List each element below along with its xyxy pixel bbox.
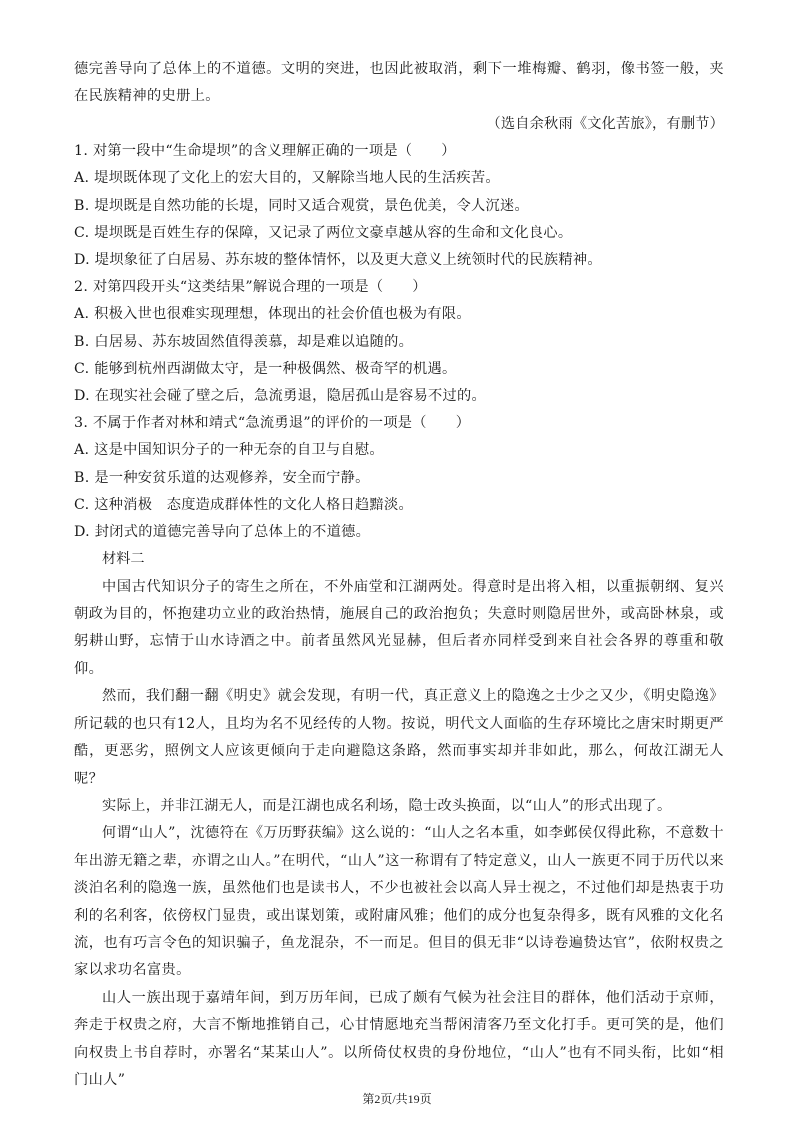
question-2 [74,274,724,410]
option-a: A. 堤坝既体现了文化上的宏大目的，又解除当地人民的生活疾苦。 [74,170,500,187]
option-a: A. 积极入世也很难实现理想，体现出的社会价值也极为有限。 [74,306,471,323]
material-2-paragraph: 中国古代知识分子的寄生之所在，不外庙堂和江湖两处。得意时是出将入相，以重振朝纲、复兴朝政为目的，怀抱建功立业的政治热情，施展自己的政治抱负；失意时则隐居世外，或高卧林泉，或躬耕山野，忘情于山水诗酒之中。前者虽然风光显赫，但后者亦同样受到来自社会各界的尊重和敬仰。 [74,578,724,677]
page-number: 第2页/共19页 [362,1092,432,1106]
material-2-paragraph: 山人一族出现于嘉靖年间，到万历年间，已成了颇有气候为社会注目的群体，他们活动于京师，奔走于权贵之府，大言不惭地推销自己，心甘情愿地充当帮闲清客乃至文化打手。更可笑的是，他们向权贵上书自荐时，亦署名“某某山人”。以所倚仗权贵的身份地位，“山人”也有不同头衔，比如“相门山人” [74,989,724,1088]
option-b: B. 是一种安贫乐道的达观修养，安全而宁静。 [74,469,370,486]
question-stem: 3. 不属于作者对林和靖式“急流勇退”的评价的一项是（ ） [74,415,471,432]
option-b: B. 堤坝既是自然功能的长堤，同时又适合观赏，景色优美，令人沉迷。 [74,197,529,214]
material-2-paragraph: 实际上，并非江湖无人，而是江湖也成名利场，隐士改头换面，以“山人”的形式出现了。 [102,797,672,814]
option-c: C. 能够到杭州西湖做太守，是一种极偶然、极奇罕的机遇。 [74,360,457,377]
option-d: D. 在现实社会碰了壁之后，急流勇退，隐居孤山是容易不过的。 [74,388,486,405]
option-d: D. 封闭式的道德完善导向了总体上的不道德。 [74,524,371,541]
option-a: A. 这是中国知识分子的一种无奈的自卫与自慰。 [74,442,384,459]
material-2-title: 材料二 [102,551,145,568]
option-b: B. 白居易、苏东坡固然值得羡慕，却是难以追随的。 [74,333,414,350]
option-c: C. 这种消极 态度造成群体性的文化人格日趋黯淡。 [74,496,413,513]
question-1 [74,138,724,274]
question-3 [74,410,724,546]
material-2-paragraph: 何谓“山人”，沈德符在《万历野获编》这么说的：“山人之名本重，如李邺侯仅得此称，不意数十年出游无籍之辈，亦谓之山人。”在明代，“山人”这一称谓有了特定意义，山人一族更不同于历代以来淡泊名利的隐逸一族，虽然他们也是读书人，不少也被社会以高人异士视之，不过他们却是热衷于功利的名利客，依傍权门显贵，或出谋划策，或附庸风雅；他们的成分也复杂得多，既有风雅的文化名流，也有巧言令色的知识骗子，鱼龙混杂，不一而足。但目的俱无非“以诗卷遍贽达官”，依附权贵之家以求功名富贵。 [74,825,724,979]
passage-continuation: 德完善导向了总体上的不道德。文明的突进，也因此被取消，剩下一堆梅瓣、鹤羽，像书签一般，夹在民族精神的史册上。 [74,61,724,105]
passage-source: （选自余秋雨《文化苦旅》，有删节） [486,115,724,132]
question-stem: 1. 对第一段中“生命堤坝”的含义理解正确的一项是（ ） [74,143,456,160]
question-stem: 2. 对第四段开头“这类结果”解说合理的一项是（ ） [74,279,427,296]
material-2-paragraph: 然而，我们翻一翻《明史》就会发现，有明一代，真正意义上的隐逸之士少之又少，《明史隐逸》所记载的也只有12人，且均为名不见经传的人物。按说，明代文人面临的生存环境比之唐宋时期更严酷，更恶劣，照例文人应该更倾向于走向避隐这条路，然而事实却并非如此，那么，何故江湖无人呢？ [74,688,724,787]
page-content [74,56,724,1094]
option-c: C. 堤坝既是百姓生存的保障，又记录了两位文豪卓越从容的生命和文化良心。 [74,224,573,241]
option-d: D. 堤坝象征了白居易、苏东坡的整体情怀，以及更大意义上统领时代的民族精神。 [74,252,602,269]
